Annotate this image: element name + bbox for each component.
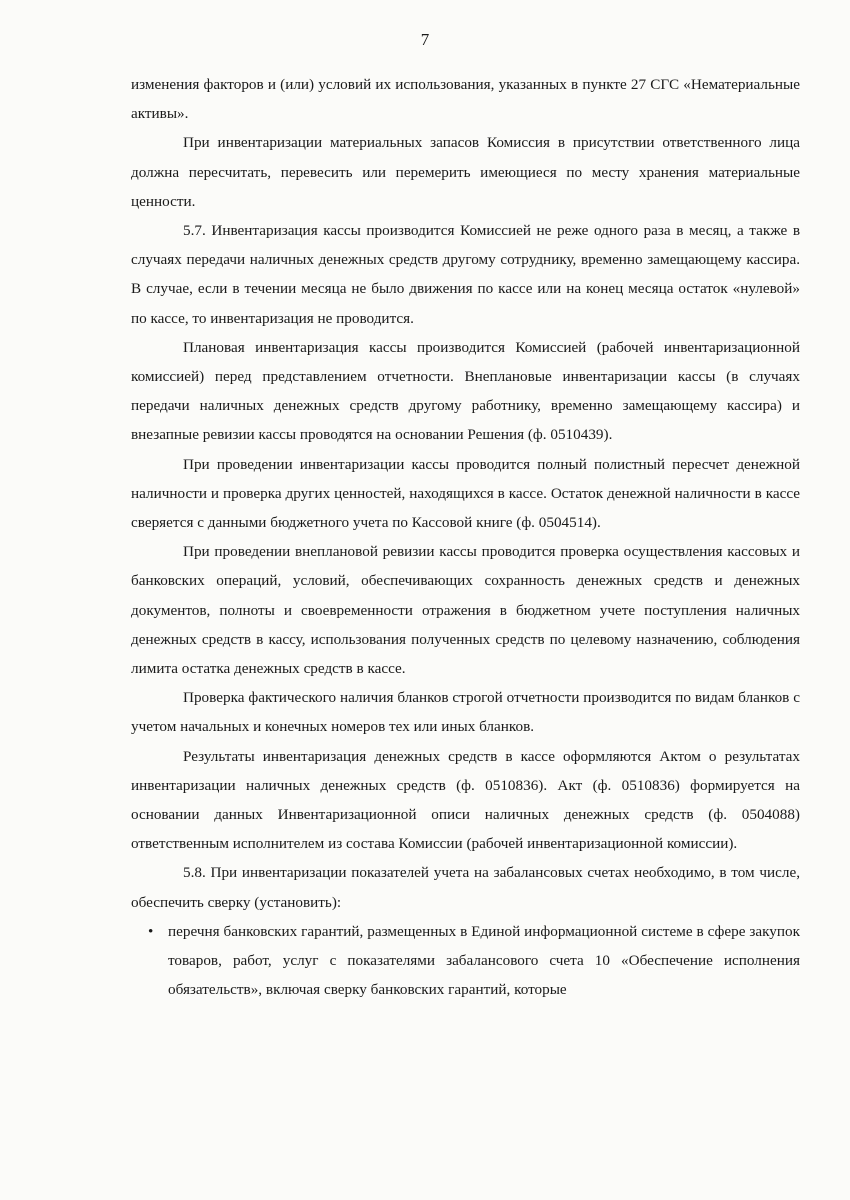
bullet-icon: •	[148, 922, 154, 940]
page-number: 7	[420, 30, 430, 49]
paragraph-cash-recount: При проведении инвентаризации кассы проводится полный полистный пересчет денежной наличности и проверка других ценностей, находящихся в кассе. Остаток денежной наличности в кассе сверяется с данными бюджетного учета по Кассовой книге (ф. 0504514).	[131, 455, 800, 532]
paragraph-strict-forms-check: Проверка фактического наличия бланков строгой отчетности производится по видам бланков с учетом начальных и конечных номеров тех или иных бланков.	[131, 689, 800, 736]
paragraph-unscheduled-audit: При проведении внеплановой ревизии кассы проводится проверка осуществления кассовых и банковских операций, условий, обеспечивающих сохранность денежных средств и денежных документов, полноты и своевременности отражения в бюджетном учете поступления наличных денежных средств в кассу, использования полученных средств по целевому назначению, соблюдения лимита остатка денежных средств в кассе.	[131, 543, 800, 678]
list-item-text: перечня банковских гарантий, размещенных в Единой информационной системе в сфере закупок товаров, работ, услуг с показателями забалансового счета 10 «Обеспечение исполнения обязательств», включая сверку банковских гарантий, которые	[168, 922, 800, 999]
list-item	[131, 917, 800, 1005]
paragraph-inventory-results: Результаты инвентаризация денежных средств в кассе оформляются Актом о результатах инвентаризации наличных денежных средств (ф. 0510836). Акт (ф. 0510836) формируется на основании данных Инвентаризационной описи наличных денежных средств (ф. 0504088) ответственным исполнителем из состава Комиссии (рабочей инвентаризационной комиссии).	[131, 747, 800, 853]
paragraph-materials-inventory: При инвентаризации материальных запасов Комиссия в присутствии ответственного лица должна пересчитать, перевесить или перемерить имеющиеся по месту хранения материальные ценности.	[131, 134, 800, 210]
paragraph-planned-inventory: Плановая инвентаризация кассы производится Комиссией (рабочей инвентаризационной комиссией) перед представлением отчетности. Внеплановые инвентаризации кассы (в случаях передачи наличных денежных средств другому работнику, временно замещающему кассира) и внезапные ревизии кассы проводятся на основании Решения (ф. 0510439).	[131, 338, 800, 444]
document-body	[131, 70, 800, 1005]
paragraph-5-7-cash-inventory: 5.7. Инвентаризация кассы производится Комиссией не реже одного раза в месяц, а также в случаях передачи наличных денежных средств другому сотруднику, временно замещающему кассира. В случае, если в течении месяца не было движения по кассе или на конец месяца остаток «нулевой» по кассе, то инвентаризация не проводится.	[131, 222, 800, 327]
paragraph-5-8-off-balance: 5.8. При инвентаризации показателей учета на забалансовых счетах необходимо, в том числе, обеспечить сверку (установить):	[131, 864, 800, 911]
paragraph-continuation: изменения факторов и (или) условий их использования, указанных в пункте 27 СГС «Нематериальные активы».	[131, 76, 800, 123]
